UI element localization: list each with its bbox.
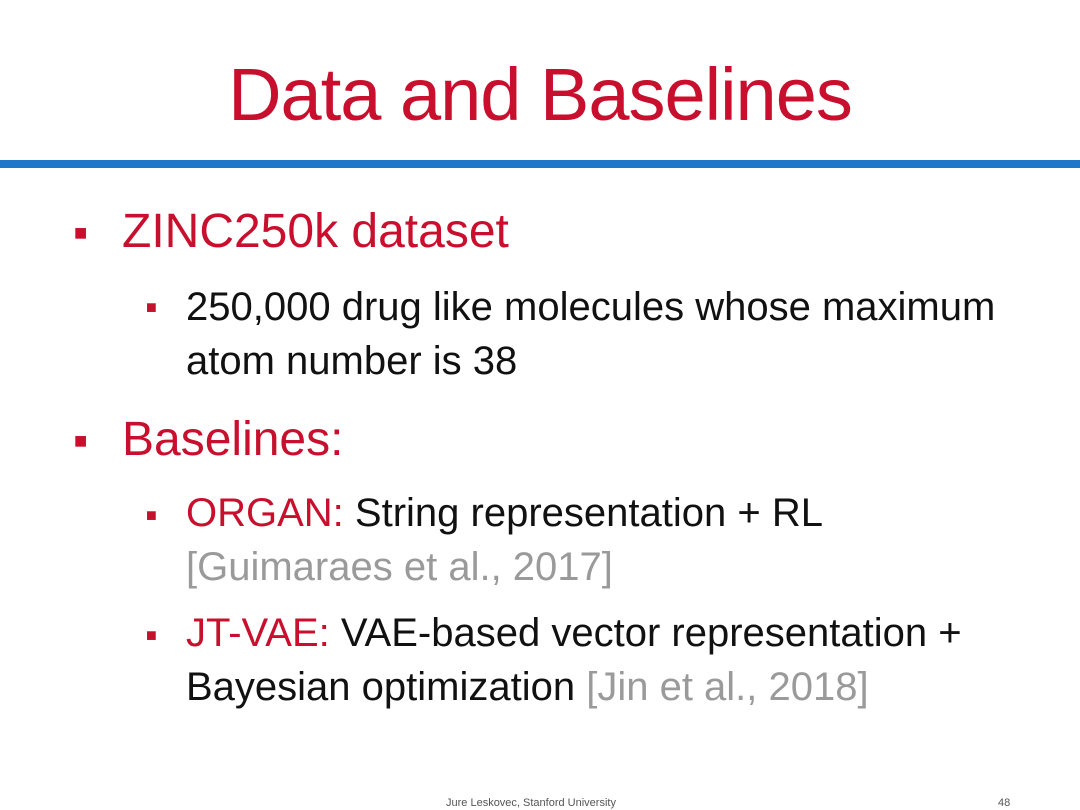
square-bullet-icon: ■ [146,505,157,525]
bullet-jtvae [186,606,1066,714]
title-divider [0,160,1080,168]
bullet-dataset: ZINC250k dataset [122,205,509,258]
jtvae-citation: [Jin et al., 2018] [586,665,869,709]
jtvae-label: JT-VAE: [186,611,330,655]
organ-citation: [Guimaraes et al., 2017] [186,545,613,589]
square-bullet-icon: ■ [74,220,88,245]
bullet-organ [186,486,1066,594]
jtvae-description: VAE-based vector representation + Bayesian optimization [186,611,962,709]
organ-label: ORGAN: [186,491,344,535]
page-number: 48 [998,797,1011,809]
square-bullet-icon: ■ [146,625,157,645]
organ-description: String representation + RL [343,491,823,535]
footer-author: Jure Leskovec, Stanford University [446,797,616,809]
bullet-dataset-description: 250,000 drug like molecules whose maximum atom number is 38 [186,285,996,383]
bullet-baselines: Baselines: [122,413,344,466]
slide-title: Data and Baselines [228,53,852,136]
square-bullet-icon: ■ [146,297,157,317]
square-bullet-icon: ■ [74,428,88,453]
